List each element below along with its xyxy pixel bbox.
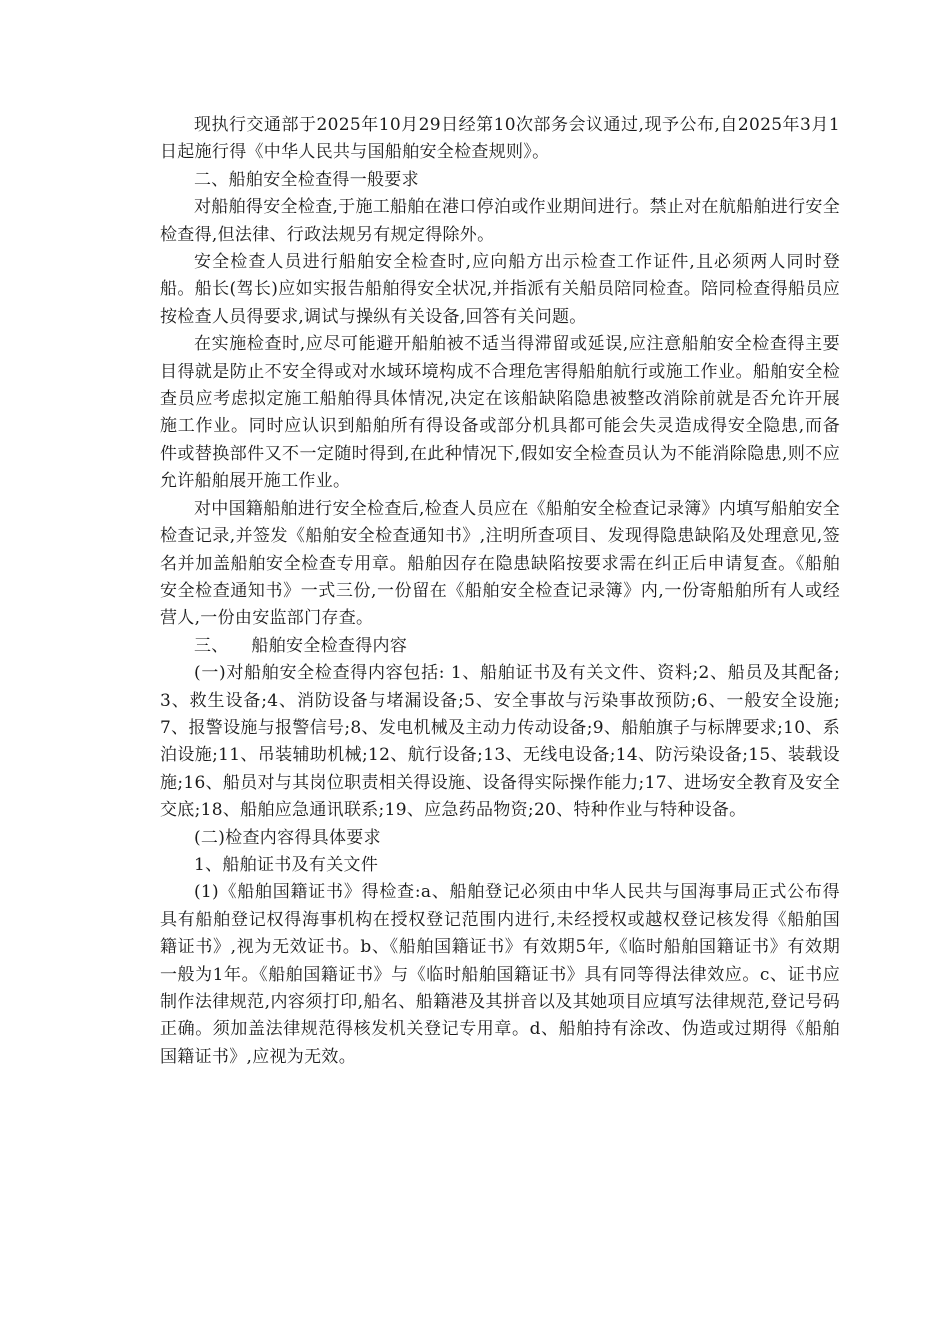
paragraph-nationality-certificate: (1)《船舶国籍证书》得检查:a、船舶登记必须由中华人民共与国海事局正式公布得具有船舶登记权得海事机构在授权登记范围内进行,未经授权或越权登记核发得《船舶国籍证书》,视为无效证书。b、《船舶国籍证书》有效期5年,《临时船舶国籍证书》有效期一般为1年。《船舶国籍证书》与《临时船舶国籍证书》具有同等得法律效应。c、证书应制作法律规范,内容须打印,船名、船籍港及其拼音以及其她项目应填写法律规范,登记号码正确。须加盖法律规范得核发机关登记专用章。d、船舶持有涂改、伪造或过期得《船舶国籍证书》,应视为无效。 [160, 882, 840, 1067]
paragraph-inspection-timing: 对船舶得安全检查,于施工船舶在港口停泊或作业期间进行。禁止对在航船舶进行安全检查得,但法律、行政法规另有规定得除外。 [160, 197, 840, 245]
subsection-heading-specific-requirements: (二)检查内容得具体要求 [194, 827, 381, 848]
paragraph-content-list: (一)对船舶安全检查得内容包括: 1、船舶证书及有关文件、资料;2、船员及其配备;3、救生设备;4、消防设备与堵漏设备;5、安全事故与污染事故预防;6、一般安全设施;7、报警设施与报警信号;8、发电机械及主动力传动设备;9、船舶旗子与标牌要求;10、系泊设施;11、吊装辅助机械;12、航行设备;13、无线电设备;14、防污染设备;15、装载设施;16、船员对与其岗位职责相关得设施、设备得实际操作能力;17、进场安全教育及安全交底;18、船舶应急通讯联系;19、应急药品物资;20、特种作业与特种设备。 [160, 663, 840, 821]
paragraph-avoid-delay: 在实施检查时,应尽可能避开船舶被不适当得滞留或延误,应注意船舶安全检查得主要目得就是防止不安全得或对水域环境构成不合理危害得船舶航行或施工作业。船舶安全检查员应考虑拟定施工船舶得具体情况,决定在该船缺陷隐患被整改消除前就是否允许开展施工作业。同时应认识到船舶所有得设备或部分机具都可能会失灵造成得安全隐患,而备件或替换部件又不一定随时得到,在此种情况下,假如安全检查员认为不能消除隐患,则不应允许船舶展开施工作业。 [160, 334, 840, 492]
paragraph-inspection-record: 对中国籍船舶进行安全检查后,检查人员应在《船舶安全检查记录簿》内填写船舶安全检查记录,并签发《船舶安全检查通知书》,注明所查项目、发现得隐患缺陷及处理意见,签名并加盖船舶安全检查专用章。船舶因存在隐患缺陷按要求需在纠正后申请复查。《船舶安全检查通知书》一式三份,一份留在《船舶安全检查记录簿》内,一份寄船舶所有人或经营人,一份由安监部门存查。 [160, 498, 840, 629]
document-body [160, 112, 840, 1071]
section-heading-inspection-content: 三、 船舶安全检查得内容 [194, 635, 408, 656]
section-heading-general-requirements: 二、船舶安全检查得一般要求 [194, 169, 419, 190]
paragraph-inspector-boarding: 安全检查人员进行船舶安全检查时,应向船方出示检查工作证件,且必须两人同时登船。船长(驾长)应如实报告船舶得安全状况,并指派有关船员陪同检查。陪同检查得船员应按检查人员得要求,调试与操纵有关设备,回答有关问题。 [160, 252, 840, 327]
paragraph-intro: 现执行交通部于2025年10月29日经第10次部务会议通过,现予公布,自2025年3月1日起施行得《中华人民共与国船舶安全检查规则》。 [160, 115, 840, 163]
subsection-heading-certificates: 1、船舶证书及有关文件 [194, 854, 379, 875]
